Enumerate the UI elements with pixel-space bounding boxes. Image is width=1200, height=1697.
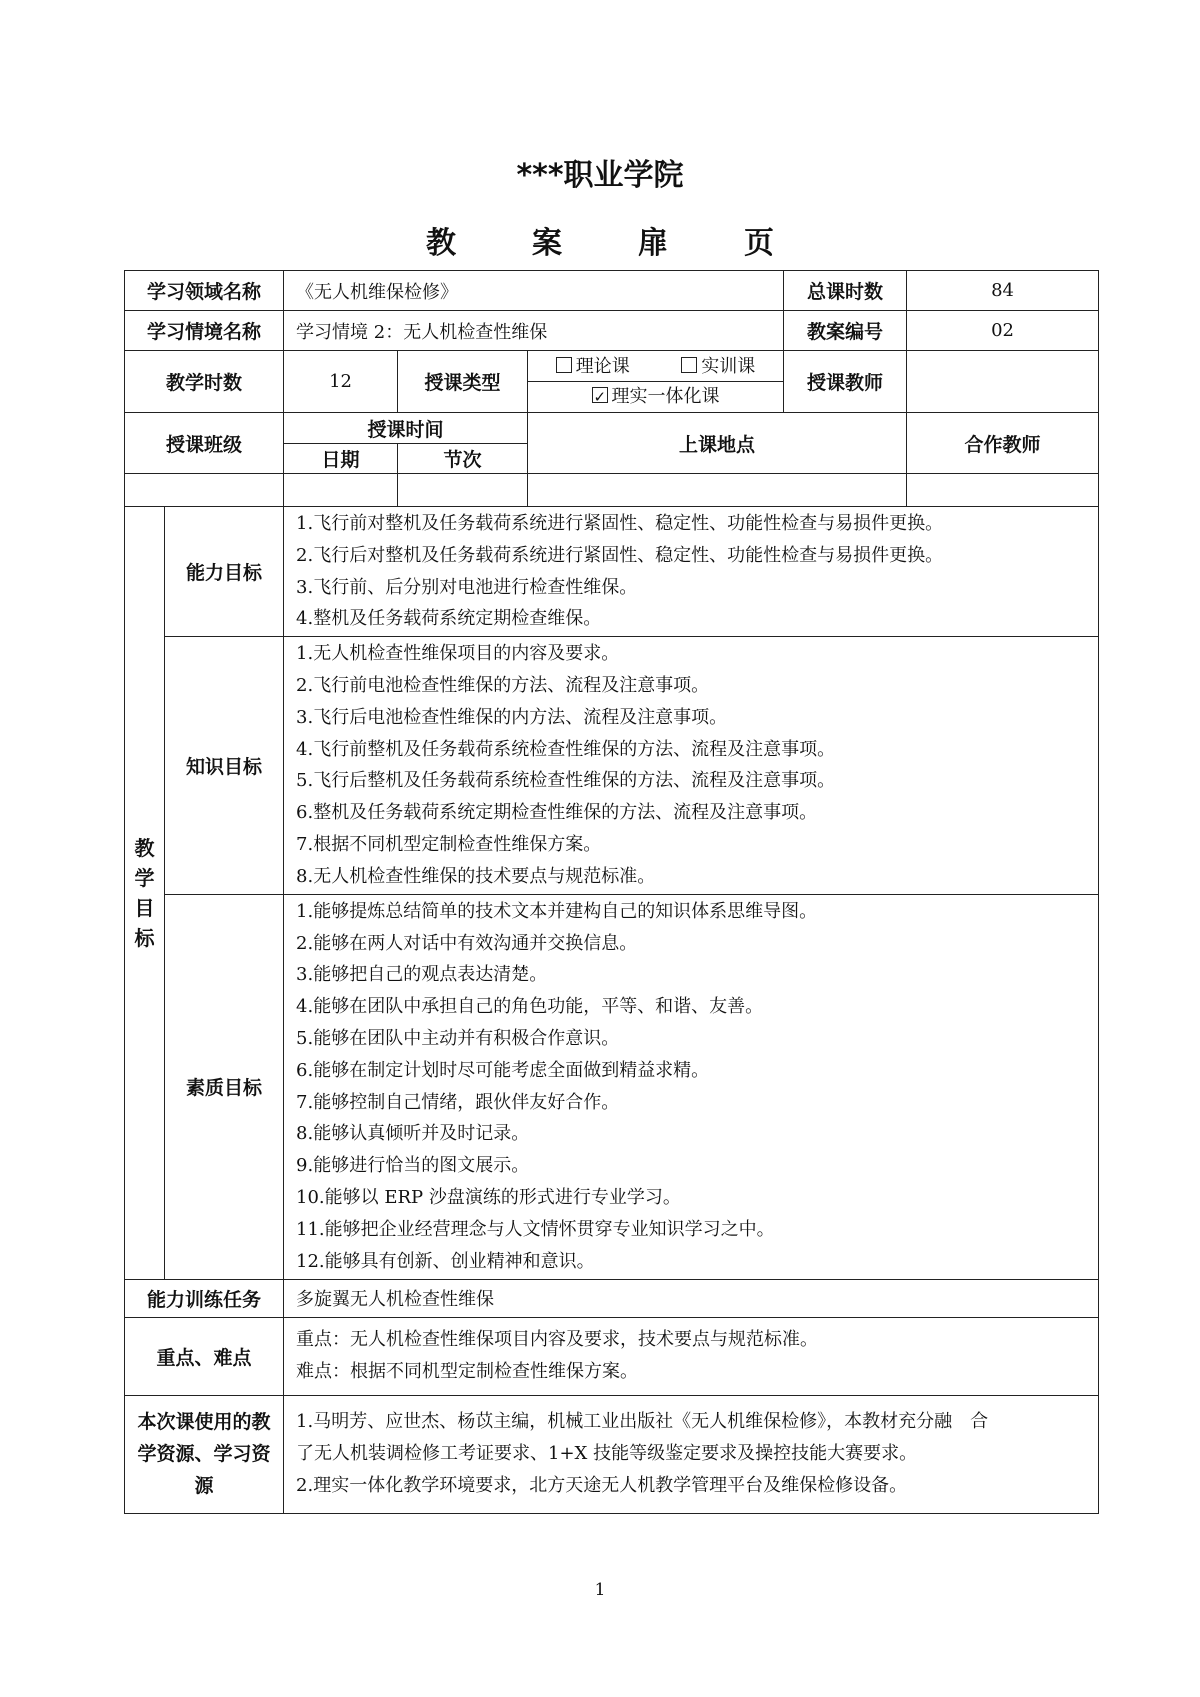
list-item: 2.理实一体化教学环境要求，北方天途无人机教学管理平台及维保检修设备。 (296, 1474, 908, 1496)
date-value (284, 474, 398, 507)
title-char: 扉 (638, 226, 668, 261)
resources-label-line: 本次课使用的教 (137, 1411, 271, 1434)
plan-no-value: 02 (907, 311, 1099, 351)
class-value (125, 474, 284, 507)
knowledge-goal-list (284, 637, 1099, 894)
coop-teacher-value (907, 474, 1099, 507)
goal-label-char: 标 (134, 925, 155, 950)
plan-no-label: 教案编号 (784, 311, 907, 351)
list-item: 10.能够以 ERP 沙盘演练的形式进行专业学习。 (296, 1186, 681, 1208)
page-number: 1 (594, 1580, 606, 1600)
resources-list (284, 1395, 1099, 1513)
practice-option-label: 实训课 (701, 356, 756, 377)
quality-goal-label: 素质目标 (165, 894, 284, 1279)
list-item: 3.飞行前、后分别对电池进行检查性维保。 (296, 576, 638, 598)
lesson-plan-table (124, 270, 1099, 1514)
quality-goal-list (284, 894, 1099, 1279)
integrated-option-label: 理实一体化课 (611, 386, 720, 407)
keypoints-label: 重点、难点 (125, 1317, 284, 1395)
type-options (528, 351, 784, 413)
list-item: 1.马明芳、应世杰、杨苡主编，机械工业出版社《无人机维保检修》，本教材充分融 合 (296, 1411, 989, 1433)
integrated-checkbox[interactable] (592, 387, 608, 403)
goal-label-char: 教 (134, 835, 155, 860)
goal-label-char: 学 (134, 865, 155, 890)
list-item: 9.能够进行恰当的图文展示。 (296, 1155, 530, 1177)
list-item: 7.根据不同机型定制检查性维保方案。 (296, 833, 602, 855)
title-char: 教 (426, 226, 456, 261)
practice-checkbox[interactable] (681, 357, 697, 373)
location-label: 上课地点 (528, 413, 907, 474)
total-hours-label: 总课时数 (784, 271, 907, 311)
period-label: 节次 (398, 444, 528, 474)
knowledge-goal-label: 知识目标 (165, 637, 284, 894)
list-item: 2.能够在两人对话中有效沟通并交换信息。 (296, 932, 638, 954)
list-item: 1.无人机检查性维保项目的内容及要求。 (296, 643, 620, 665)
list-item: 5.能够在团队中主动并有积极合作意识。 (296, 1027, 620, 1049)
location-value (528, 474, 907, 507)
hours-value: 12 (284, 351, 398, 413)
goal-label-char: 目 (134, 895, 155, 920)
list-item: 2.飞行前电池检查性维保的方法、流程及注意事项。 (296, 674, 710, 696)
domain-label: 学习领域名称 (125, 271, 284, 311)
hours-label: 教学时数 (125, 351, 284, 413)
list-item: 1.能够提炼总结简单的技术文本并建构自己的知识体系思维导图。 (296, 900, 818, 922)
total-hours-value: 84 (907, 271, 1099, 311)
task-label: 能力训练任务 (125, 1279, 284, 1317)
teacher-label: 授课教师 (784, 351, 907, 413)
list-item: 4.能够在团队中承担自己的角色功能，平等、和谐、友善。 (296, 996, 764, 1018)
list-item: 6.整机及任务载荷系统定期检查性维保的方法、流程及注意事项。 (296, 802, 818, 824)
list-item: 5.飞行后整机及任务载荷系统检查性维保的方法、流程及注意事项。 (296, 770, 836, 792)
school-title: ***职业学院 (516, 158, 684, 193)
coop-teacher-label: 合作教师 (907, 413, 1099, 474)
list-item: 6.能够在制定计划时尽可能考虑全面做到精益求精。 (296, 1059, 710, 1081)
list-item: 11.能够把企业经营理念与人文情怀贯穿专业知识学习之中。 (296, 1218, 775, 1240)
situation-value: 学习情境 2：无人机检查性维保 (284, 311, 784, 351)
resources-label-line: 学资源、学习资 (137, 1443, 271, 1466)
list-item: 12.能够具有创新、创业精神和意识。 (296, 1250, 595, 1272)
page-title (0, 218, 1200, 262)
domain-value: 《无人机维保检修》 (284, 271, 784, 311)
resources-label (125, 1395, 284, 1513)
ability-goal-list (284, 507, 1099, 637)
situation-label: 学习情境名称 (125, 311, 284, 351)
title-char: 案 (532, 226, 562, 261)
teaching-goals-label (125, 507, 165, 1280)
list-item: 8.无人机检查性维保的技术要点与规范标准。 (296, 865, 656, 887)
teacher-value (907, 351, 1099, 413)
period-value (398, 474, 528, 507)
list-item: 2.飞行后对整机及任务载荷系统进行紧固性、稳定性、功能性检查与易损件更换。 (296, 544, 944, 566)
class-label: 授课班级 (125, 413, 284, 474)
theory-checkbox[interactable] (556, 357, 572, 373)
list-item: 8.能够认真倾听并及时记录。 (296, 1123, 530, 1145)
list-item: 了无人机装调检修工考证要求、1+X 技能等级鉴定要求及操控技能大赛要求。 (296, 1443, 918, 1465)
list-item: 4.飞行前整机及任务载荷系统检查性维保的方法、流程及注意事项。 (296, 738, 836, 760)
date-label: 日期 (284, 444, 398, 474)
difficult-point: 难点：根据不同机型定制检查性维保方案。 (296, 1361, 639, 1383)
time-label: 授课时间 (284, 413, 528, 444)
key-point: 重点：无人机检查性维保项目内容及要求，技术要点与规范标准。 (296, 1329, 819, 1351)
resources-label-line: 源 (194, 1475, 214, 1498)
title-char: 页 (744, 226, 774, 261)
keypoints-list (284, 1317, 1099, 1395)
list-item: 3.能够把自己的观点表达清楚。 (296, 964, 548, 986)
theory-option-label: 理论课 (575, 356, 630, 377)
type-label: 授课类型 (398, 351, 528, 413)
ability-goal-label: 能力目标 (165, 507, 284, 637)
list-item: 1.飞行前对整机及任务载荷系统进行紧固性、稳定性、功能性检查与易损件更换。 (296, 513, 944, 534)
list-item: 7.能够控制自己情绪，跟伙伴友好合作。 (296, 1091, 620, 1113)
list-item: 4.整机及任务载荷系统定期检查维保。 (296, 608, 602, 630)
list-item: 3.飞行后电池检查性维保的内方法、流程及注意事项。 (296, 706, 728, 728)
task-value: 多旋翼无人机检查性维保 (284, 1279, 1099, 1317)
